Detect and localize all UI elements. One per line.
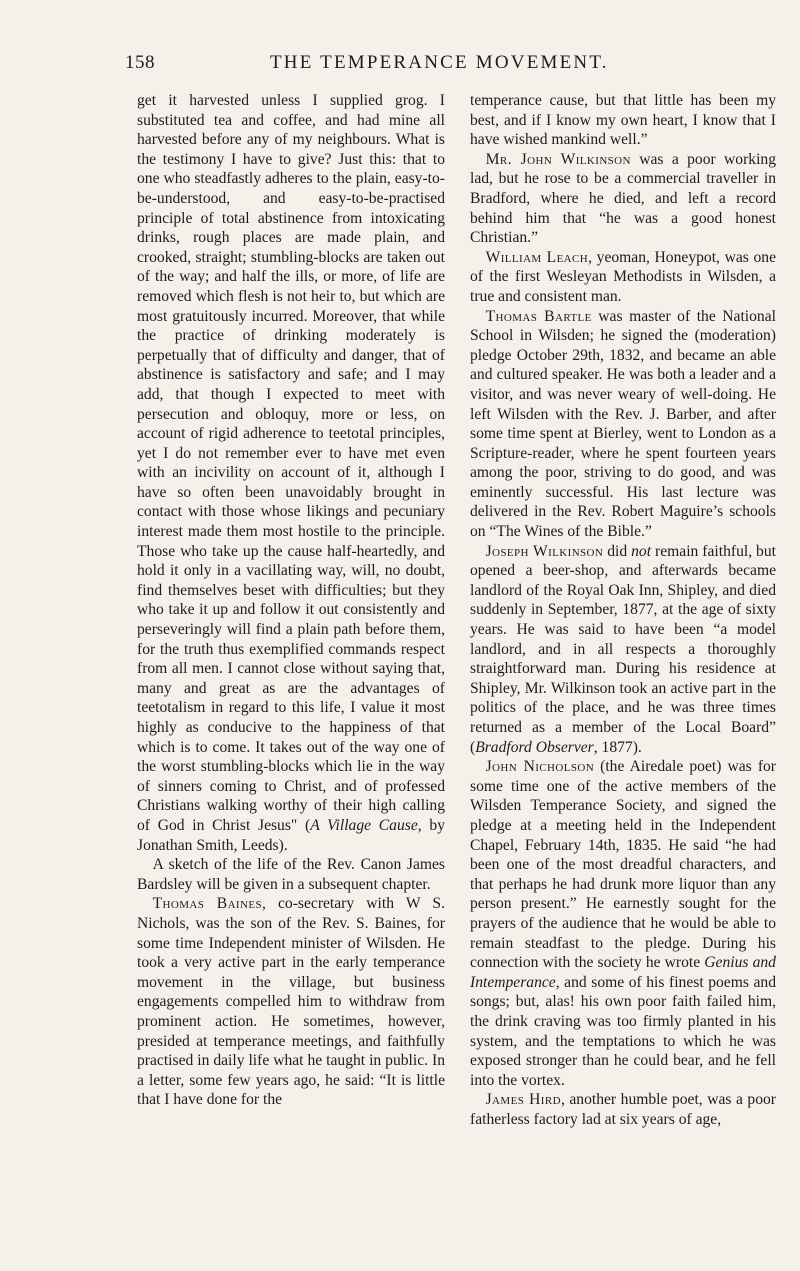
paragraph (470, 542, 776, 758)
paragraph (470, 91, 776, 150)
text-run: was a poor working lad, but he rose to be a commercial traveller in Bradford, where he died, and left a record behind him that “he was a good honest Christian.” (470, 150, 777, 247)
text-run: remain faithful, but opened a beer-shop, and afterwards became landlord of the Royal Oak Inn, Shipley, and died suddenly in September, 1877, at the age of sixty years. He was said to have been “a model landlord, and in all respects a thoroughly straightforward man. During his residence at Shipley, Mr. Wilkinson took an active part in the politics of the place, and he was three times returned as a member of the Local Board” ( (470, 542, 776, 756)
italic-text: A Village Cause, (310, 816, 422, 834)
paragraph (470, 757, 776, 1090)
text-run: by Jonathan Smith, Leeds). (137, 816, 445, 854)
person-name: John Nicholson (485, 758, 595, 776)
text-run: did (603, 542, 632, 560)
left-column (137, 91, 445, 1110)
paragraph (470, 150, 776, 248)
text-run: was master of the National School in Wilsden; he signed the (moderation) pledge October 29th, 1832, and became an able and cultured speaker. He was both a leader and a visitor, and was never weary of well-doing. He left Wilsden with the Rev. J. Barber, and after some time spent at Bierley, went to London as a Scripture-reader, where he spent fourteen years among the poor, striving to do good, and was eminently successful. His last lecture was delivered in the Rev. Robert Maguire’s schools on “The Wines of the Bible.” (470, 307, 776, 541)
text-run: (the Airedale poet) was for some time one of the active members of the Wilsden Temperance Society, and signed the pledge at a meeting held in the Independent Chapel, February 14th, 1835. He said “he had been one of the most dreadful characters, and that perhaps he had drunk more liquor than any person present.” He earnestly sought for the prayers of the audience that he would be able to remain steadfast to the pledge. During his connection with the society he wrote (470, 758, 777, 972)
paragraph (470, 307, 776, 542)
text-run: , yeoman, Honeypot, was one of the first Wesleyan Methodists in Wilsden, a true and consistent man. (470, 248, 776, 305)
italic-text: Genius and Intemperance (470, 954, 776, 991)
text-run: , 1877). (593, 738, 642, 756)
person-name: Thomas Bartle (485, 307, 592, 325)
paragraph (470, 248, 776, 307)
text-run: , another humble poet, was a poor fatherless factory lad at six years of age, (470, 1091, 776, 1128)
running-title: THE TEMPERANCE MOVEMENT. (270, 52, 609, 73)
text-run: , co-secretary with W S. Nichols, was the son of the Rev. S. Baines, for some time Independent minister of Wilsden. He took a very active part in the early temperance movement in the village, but business engagements compelled him to withdraw from prominent action. He sometimes, however, presided at temperance meetings, and faithfully practised in daily life what he taught in public. In a letter, some few years ago, he said: “It is little that I have done for the (137, 895, 445, 1109)
page-number: 158 (125, 52, 155, 73)
right-column (470, 91, 776, 1129)
text-run: , and some of his finest poems and songs; but, alas! his own poor faith failed him, the drink craving was too firmly planted in his system, and the temptations to which he was exposed stronger than he could bear, and he fell into the vortex. (470, 973, 776, 1089)
page-header (0, 52, 800, 82)
paragraph (137, 91, 445, 855)
text-run: get it harvested unless I supplied grog. I substituted tea and coffee, and had mine all harvested before any of my neighbours. What is the testimony I have to give? Just this: that to one who steadfastly adheres to the plain, easy-to-be-understood, and easy-to-be-practised principle of total abstinence from intoxicating drinks, rough places are made plain, and crooked, straight; stumbling-blocks are taken out of the way; and half the ills, or more, of life are removed which flesh is not heir to, but which are most gratuitously incurred. Moreover, that while the practice of drinking moderately is perpetually that of difficulty and danger, that of abstinence is satisfactory and safe; and I may add, that though I expected to meet with persecution and obloquy, more or less, on account of rigid adherence to teetotal principles, yet I do not remember ever to have met even with an incivility on account of it, although I have so often been unavoidably brought in contact with those whose likings and pecuniary interest made them most hostile to the principle. Those who take up the cause half-heartedly, and hold it only in a vacillating way, will, no doubt, find themselves beset with difficulties; but they who take it up and follow it out consistently and perseveringly will find a plain path before them, for the truth thus exemplified commands respect from all men. I cannot close without saying that, many and great as are the advantages of teetotalism in regard to this life, I value it most highly as conducive to the happiness of that which is to come. It takes out of the way one of the worst stumbling-blocks which lie in the way of sinners coming to Christ, and of professed Christians walking worthy of their high calling of God in Christ Jesus" ( (137, 92, 445, 834)
person-name: William Leach (485, 248, 589, 266)
person-name: Thomas Baines (152, 895, 262, 913)
person-name: James Hird (485, 1091, 561, 1109)
paragraph (137, 894, 445, 1110)
paragraph (470, 1090, 776, 1129)
italic-text: Bradford Observer (475, 738, 594, 756)
text-run: temperance cause, but that little has been my best, and if I know my own heart, I know that I have wished mankind well.” (470, 92, 776, 149)
text-run: A sketch of the life of the Rev. Canon James Bardsley will be given in a subsequent chapter. (137, 856, 445, 893)
person-name: Joseph Wilkinson (485, 542, 604, 560)
italic-text: not (631, 542, 652, 560)
person-name: Mr. John Wilkinson (485, 150, 631, 168)
paragraph (137, 855, 445, 894)
